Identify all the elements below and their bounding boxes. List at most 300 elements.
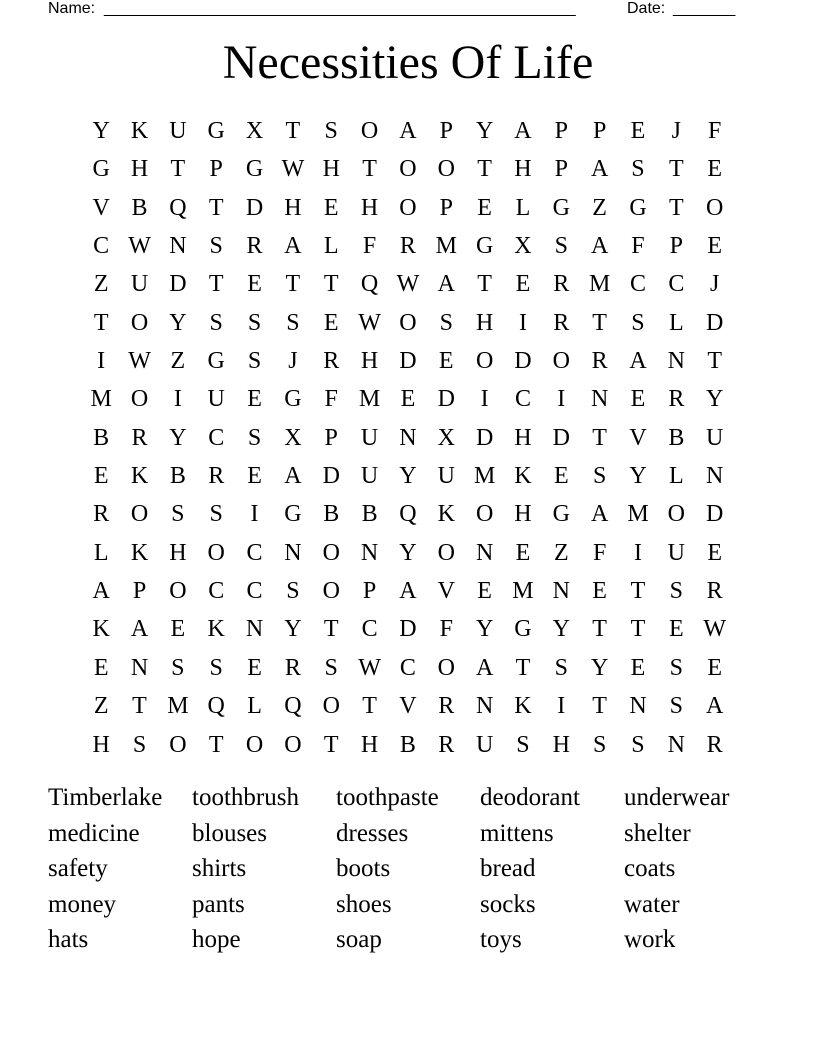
grid-letter: K [514, 693, 532, 720]
grid-row [82, 150, 734, 188]
grid-letter: S [209, 233, 223, 260]
grid-letter: E [438, 348, 454, 375]
grid-letter: C [361, 616, 378, 643]
grid-letter: G [552, 501, 570, 528]
grid-letter: A [590, 233, 609, 260]
grid-letter: P [209, 156, 223, 183]
grid-letter: N [475, 693, 494, 720]
grid-letter: I [250, 501, 259, 528]
grid-letter: W [128, 233, 151, 260]
grid-letter: O [475, 501, 494, 528]
grid-letter: D [552, 424, 570, 451]
grid-letter: Z [170, 348, 186, 375]
grid-letter: M [588, 271, 611, 298]
grid-letter: V [629, 424, 647, 451]
grid-row [82, 342, 734, 380]
grid-row [82, 189, 734, 227]
grid-letter: E [477, 194, 492, 221]
grid-letter: Y [590, 654, 609, 681]
grid-letter: P [439, 194, 453, 221]
grid-letter: N [475, 539, 494, 566]
grid-letter: T [630, 578, 646, 605]
grid-letter: A [437, 271, 455, 298]
grid-letter: T [323, 731, 339, 758]
grid-letter: G [475, 233, 494, 260]
word-list-item: pants [192, 890, 245, 918]
grid-row [82, 649, 734, 687]
grid-letter: S [554, 654, 568, 681]
grid-letter: G [284, 386, 302, 413]
grid-letter: Q [284, 693, 302, 720]
grid-letter: I [173, 386, 182, 413]
word-list-item: boots [336, 855, 391, 882]
grid-letter: T [515, 654, 531, 681]
word-list-item: shirts [192, 855, 247, 882]
grid-letter: A [130, 616, 149, 643]
grid-row [82, 304, 734, 342]
grid-letter: T [592, 693, 607, 720]
grid-letter: C [514, 386, 531, 413]
grid-letter: D [399, 616, 417, 643]
grid-letter: R [591, 348, 608, 375]
grid-letter: S [516, 731, 530, 758]
grid-letter: K [130, 463, 149, 490]
grid-letter: F [631, 233, 645, 260]
grid-letter: W [128, 348, 151, 375]
grid-letter: T [285, 118, 301, 144]
grid-letter: H [360, 348, 379, 375]
grid-letter: S [669, 693, 683, 720]
grid-letter: K [437, 501, 455, 528]
grid-letter: F [324, 386, 338, 413]
grid-letter: K [207, 616, 225, 643]
grid-letter: V [399, 693, 417, 720]
grid-letter: B [668, 424, 685, 451]
grid-letter: S [592, 463, 607, 490]
grid-letter: G [284, 501, 302, 528]
grid-letter: E [630, 654, 646, 681]
grid-letter: Q [360, 271, 379, 298]
grid-letter: S [132, 731, 147, 758]
grid-row [82, 726, 734, 764]
grid-letter: I [557, 386, 566, 413]
grid-letter: D [399, 348, 417, 375]
grid-letter: E [592, 578, 607, 605]
grid-letter: F [439, 616, 453, 643]
grid-letter: V [437, 578, 455, 605]
word-list-item: bread [480, 855, 536, 882]
grid-letter: N [706, 463, 724, 490]
grid-letter: D [437, 386, 455, 413]
grid-letter: Y [399, 539, 417, 566]
grid-letter: E [247, 654, 262, 681]
grid-letter: E [668, 616, 684, 643]
grid-letter: G [207, 118, 225, 144]
grid-letter: B [93, 424, 110, 451]
grid-letter: O [706, 194, 724, 221]
grid-letter: S [171, 501, 185, 528]
word-list-item: socks [480, 890, 536, 918]
grid-letter: T [93, 309, 109, 336]
grid-letter: F [362, 233, 377, 260]
grid-letter: K [130, 539, 149, 566]
grid-letter: T [208, 271, 224, 298]
grid-letter: I [557, 693, 566, 720]
grid-letter: T [132, 693, 147, 720]
grid-letter: P [324, 424, 338, 451]
grid-letter: B [399, 731, 416, 758]
grid-letter: T [208, 731, 224, 758]
grid-letter: U [360, 424, 379, 451]
grid-letter: I [633, 539, 642, 566]
grid-letter: Z [93, 271, 109, 298]
word-list-item: dresses [336, 819, 409, 847]
grid-letter: H [284, 194, 302, 221]
grid-letter: M [473, 463, 496, 490]
grid-letter: A [399, 118, 417, 144]
grid-letter: B [361, 501, 378, 528]
grid-letter: C [208, 578, 225, 605]
grid-letter: X [284, 424, 302, 451]
grid-letter: N [399, 424, 417, 451]
grid-letter: L [247, 693, 262, 720]
grid-letter: U [437, 463, 455, 490]
grid-letter: W [703, 616, 726, 643]
worksheet-header [48, 0, 748, 20]
grid-letter: O [552, 348, 570, 375]
word-list-item: toothbrush [192, 784, 299, 811]
grid-letter: H [92, 731, 110, 758]
word-list [48, 781, 768, 959]
grid-letter: N [552, 578, 570, 605]
grid-letter: G [207, 348, 225, 375]
grid-letter: L [323, 233, 339, 260]
grid-letter: S [592, 731, 607, 758]
grid-letter: N [360, 539, 379, 566]
grid-letter: R [438, 731, 455, 758]
grid-letter: Y [399, 463, 417, 490]
grid-letter: S [554, 233, 568, 260]
grid-row [82, 457, 734, 495]
grid-letter: O [322, 539, 340, 566]
grid-letter: U [667, 539, 685, 566]
grid-letter: T [630, 616, 646, 643]
grid-letter: C [93, 233, 110, 260]
word-list-item: blouses [192, 819, 267, 847]
grid-letter: E [93, 654, 109, 681]
grid-letter: Z [553, 539, 569, 566]
grid-letter: S [171, 654, 185, 681]
grid-letter: M [90, 386, 112, 413]
grid-letter: S [669, 654, 683, 681]
grid-letter: W [396, 271, 420, 298]
grid-letter: R [553, 271, 570, 298]
grid-letter: E [707, 654, 722, 681]
grid-letter: U [169, 118, 187, 144]
grid-letter: N [667, 731, 685, 758]
grid-row [82, 380, 734, 418]
grid-letter: D [245, 194, 264, 221]
grid-letter: C [668, 271, 685, 298]
grid-letter: E [247, 386, 262, 413]
grid-letter: A [590, 501, 609, 528]
grid-letter: R [706, 731, 723, 758]
grid-letter: T [362, 156, 377, 183]
grid-letter: N [169, 233, 187, 260]
grid-letter: P [132, 578, 147, 605]
grid-letter: T [285, 271, 301, 298]
grid-letter: Y [92, 118, 110, 144]
grid-letter: A [514, 118, 532, 144]
grid-letter: C [208, 424, 225, 451]
grid-row [82, 572, 734, 610]
grid-letter: E [323, 309, 339, 336]
grid-letter: A [590, 156, 609, 183]
grid-letter: N [667, 348, 685, 375]
grid-letter: O [130, 309, 149, 336]
grid-letter: E [515, 539, 531, 566]
grid-letter: T [592, 424, 607, 451]
grid-letter: G [92, 156, 110, 183]
grid-letter: M [512, 578, 534, 605]
grid-letter: E [170, 616, 186, 643]
grid-letter: T [208, 194, 224, 221]
grid-letter: O [284, 731, 302, 758]
grid-letter: V [92, 194, 110, 221]
grid-letter: O [169, 731, 187, 758]
word-list-item: toys [480, 926, 522, 953]
grid-row [82, 495, 734, 533]
grid-letter: Y [169, 424, 187, 451]
grid-letter: R [131, 424, 148, 451]
grid-letter: P [592, 118, 607, 144]
grid-letter: I [480, 386, 489, 413]
grid-letter: N [629, 693, 647, 720]
grid-letter: L [515, 194, 531, 221]
grid-letter: Y [284, 616, 302, 643]
grid-letter: S [439, 309, 453, 336]
grid-letter: U [360, 463, 379, 490]
grid-letter: P [439, 118, 453, 144]
grid-letter: M [167, 693, 189, 720]
date-label: Date: [627, 0, 666, 17]
grid-letter: A [629, 348, 647, 375]
grid-letter: H [360, 731, 379, 758]
grid-letter: W [358, 654, 381, 681]
grid-letter: O [437, 156, 455, 183]
grid-letter: H [360, 194, 379, 221]
grid-letter: A [284, 463, 302, 490]
grid-letter: T [668, 194, 684, 221]
grid-letter: L [93, 539, 109, 566]
grid-letter: O [399, 194, 417, 221]
grid-letter: C [246, 578, 263, 605]
grid-letter: H [514, 501, 532, 528]
grid-letter: Q [399, 501, 417, 528]
grid-letter: Y [629, 463, 647, 490]
grid-letter: Z [93, 693, 109, 720]
grid-letter: K [92, 616, 110, 643]
grid-letter: D [322, 463, 340, 490]
word-list-item: soap [336, 926, 382, 953]
grid-letter: F [592, 539, 607, 566]
grid-letter: X [245, 118, 264, 144]
grid-row [82, 419, 734, 457]
grid-letter: L [668, 463, 684, 490]
grid-letter: E [323, 194, 339, 221]
page-title: Necessities Of Life [222, 36, 594, 89]
word-list-item: coats [624, 855, 676, 882]
grid-letter: M [627, 501, 649, 528]
word-list-item: medicine [48, 819, 140, 847]
grid-letter: Y [475, 118, 494, 144]
grid-letter: T [323, 271, 339, 298]
grid-letter: I [97, 348, 106, 375]
grid-letter: O [169, 578, 187, 605]
grid-letter: C [399, 654, 416, 681]
grid-letter: U [706, 424, 724, 451]
grid-letter: Z [592, 194, 607, 221]
grid-letter: G [629, 194, 647, 221]
grid-row [82, 687, 734, 725]
grid-letter: R [668, 386, 685, 413]
grid-letter: U [475, 731, 494, 758]
grid-letter: U [207, 386, 225, 413]
grid-letter: M [358, 386, 381, 413]
grid-letter: S [209, 309, 223, 336]
word-list-item: Timberlake [48, 784, 163, 811]
word-list-item: money [48, 890, 117, 918]
grid-row [82, 534, 734, 572]
grid-row [82, 227, 734, 265]
grid-letter: D [514, 348, 532, 375]
word-list-item: hats [48, 926, 89, 953]
grid-letter: D [169, 271, 187, 298]
grid-letter: E [707, 156, 722, 183]
grid-letter: T [323, 616, 339, 643]
grid-letter: R [246, 233, 263, 260]
grid-letter: E [93, 463, 109, 490]
grid-letter: M [435, 233, 457, 260]
grid-letter: B [169, 463, 186, 490]
grid-letter: R [399, 233, 416, 260]
grid-letter: S [324, 118, 338, 144]
word-list-item: shoes [336, 890, 392, 918]
word-list-item: toothpaste [336, 784, 439, 811]
grid-letter: O [437, 539, 455, 566]
word-list-item: work [624, 926, 676, 953]
grid-letter: H [552, 731, 570, 758]
grid-letter: N [245, 616, 264, 643]
grid-letter: A [475, 654, 494, 681]
grid-row [82, 265, 734, 303]
grid-letter: O [207, 539, 225, 566]
grid-letter: E [630, 386, 646, 413]
grid-letter: T [592, 616, 607, 643]
grid-letter: A [399, 578, 417, 605]
grid-letter: E [707, 539, 722, 566]
name-label: Name: [48, 0, 96, 17]
grid-letter: U [130, 271, 149, 298]
grid-letter: S [631, 156, 645, 183]
grid-letter: J [288, 348, 298, 375]
grid-letter: R [438, 693, 455, 720]
grid-letter: S [631, 309, 645, 336]
grid-letter: O [399, 156, 417, 183]
grid-letter: J [671, 118, 681, 144]
grid-letter: O [360, 118, 379, 144]
grid-letter: P [362, 578, 377, 605]
grid-letter: H [322, 156, 340, 183]
grid-letter: X [514, 233, 532, 260]
grid-letter: G [514, 616, 532, 643]
grid-letter: E [477, 578, 492, 605]
grid-letter: J [710, 271, 720, 298]
word-list-item: safety [48, 855, 108, 882]
grid-letter: B [323, 501, 340, 528]
grid-letter: A [284, 233, 302, 260]
grid-letter: H [169, 539, 187, 566]
grid-letter: E [707, 233, 722, 260]
grid-letter: W [358, 309, 381, 336]
grid-letter: H [514, 156, 532, 183]
grid-letter: W [281, 156, 305, 183]
grid-letter: A [706, 693, 724, 720]
grid-letter: P [554, 156, 568, 183]
grid-letter: E [630, 118, 646, 144]
grid-letter: O [322, 578, 340, 605]
grid-letter: R [208, 463, 225, 490]
grid-letter: L [668, 309, 684, 336]
grid-letter: H [514, 424, 532, 451]
grid-letter: Y [552, 616, 570, 643]
grid-letter: T [668, 156, 684, 183]
grid-letter: E [247, 271, 262, 298]
grid-letter: S [669, 578, 683, 605]
grid-letter: O [322, 693, 340, 720]
word-list-item: mittens [480, 819, 554, 847]
grid-letter: O [437, 654, 455, 681]
grid-letter: S [631, 731, 645, 758]
grid-letter: B [131, 194, 148, 221]
word-list-item: water [624, 890, 680, 918]
grid-letter: R [284, 654, 301, 681]
grid-letter: Y [169, 309, 187, 336]
grid-letter: K [514, 463, 532, 490]
grid-letter: K [130, 118, 149, 144]
name-blank-line: _____________________________________________________ [104, 0, 576, 17]
grid-letter: T [362, 693, 377, 720]
grid-letter: R [93, 501, 110, 528]
grid-letter: G [552, 194, 570, 221]
grid-letter: S [286, 309, 300, 336]
grid-letter: T [707, 348, 722, 375]
grid-letter: O [130, 501, 149, 528]
grid-letter: E [400, 386, 416, 413]
grid-letter: Y [475, 616, 494, 643]
grid-row [82, 112, 734, 150]
grid-letter: S [286, 578, 300, 605]
grid-letter: O [475, 348, 494, 375]
grid-letter: E [553, 463, 569, 490]
grid-letter: D [706, 309, 724, 336]
grid-letter: R [323, 348, 340, 375]
grid-letter: T [477, 156, 492, 183]
grid-letter: D [475, 424, 494, 451]
grid-letter: O [667, 501, 685, 528]
grid-letter: T [477, 271, 492, 298]
word-list-item: underwear [624, 784, 730, 811]
